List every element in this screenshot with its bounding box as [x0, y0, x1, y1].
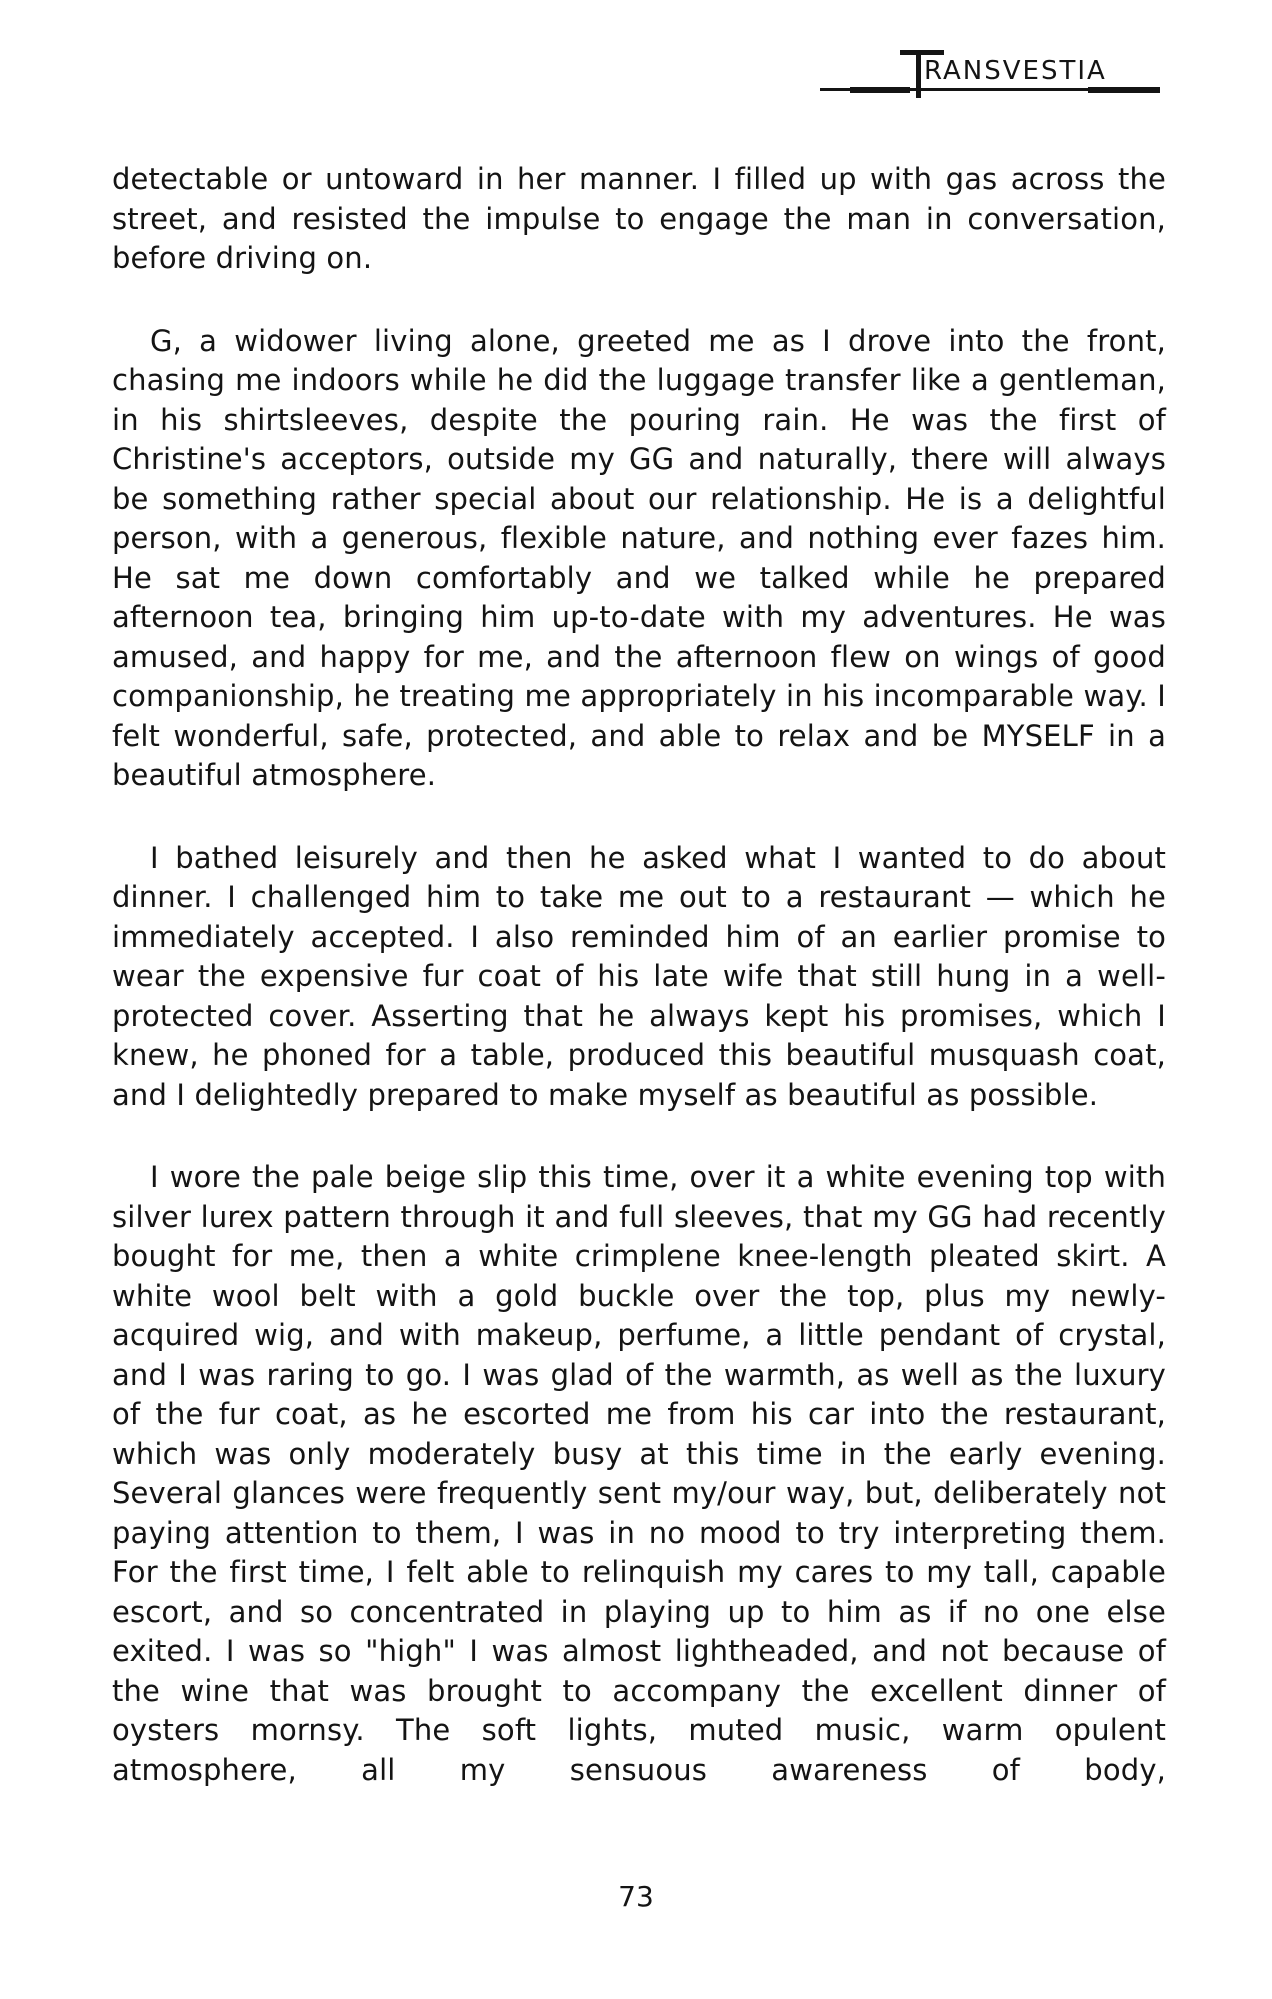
- page-body: [112, 160, 1166, 1790]
- header-letter-t-cap: [900, 50, 944, 55]
- page-number: 73: [618, 1880, 654, 1913]
- header-rule-accent-right: [1088, 87, 1160, 93]
- paragraph: I wore the pale beige slip this time, over it a white evening top with silver lurex pattern through it and full sleeves, that my GG had recently bought for me, then a white crimplene knee-length pleated skirt. A white wool belt with a gold buckle over the top, plus my newly-acquired wig, and with makeup, perfume, a little pendant of crystal, and I was raring to go. I was glad of the warmth, as well as the luxury of the fur coat, as he escorted me from his car into the restaurant, which was only moderately busy at this time in the early evening. Several glances were frequently sent my/our way, but, deliberately not paying attention to them, I was in no mood to try interpreting them. For the first time, I felt able to relinquish my cares to my tall, capable escort, and so concentrated in playing up to him as if no one else exited. I was so "high" I was almost lightheaded, and not because of the wine that was brought to accompany the excellent dinner of oysters mornsy. The soft lights, muted music, warm opulent atmosphere, all my sensuous awareness of body,: [112, 1160, 1166, 1787]
- paragraph: detectable or untoward in her manner. I filled up with gas across the street, and resisted the impulse to engage the man in conversation, before driving on.: [112, 162, 1166, 275]
- running-head: [820, 42, 1160, 102]
- paragraph: G, a widower living alone, greeted me as I drove into the front, chasing me indoors while he did the luggage transfer like a gentleman, in his shirtsleeves, despite the pouring rain. He was the first of Christine's acceptors, outside my GG and naturally, there will always be something rather special about our relationship. He is a delightful person, with a generous, flexible nature, and nothing ever fazes him. He sat me down comfortably and we talked while he prepared afternoon tea, bringing him up-to-date with my adventures. He was amused, and happy for me, and the afternoon flew on wings of good companionship, he treating me appropriately in his incomparable way. I felt wonderful, safe, protected, and able to relax and be MYSELF in a beautiful atmosphere.: [112, 323, 1166, 792]
- header-rule-accent-left: [850, 87, 910, 93]
- paragraph: I bathed leisurely and then he asked what I wanted to do about dinner. I challenged him to take me out to a restaurant — which he immediately accepted. I also reminded him of an earlier promise to wear the expensive fur coat of his late wife that still hung in a well-protected cover. Asserting that he always kept his promises, which I knew, he phoned for a table, produced this beautiful musquash coat, and I delightedly prepared to make myself as beautiful as possible.: [112, 840, 1166, 1112]
- running-title: RANSVESTIA: [924, 56, 1107, 86]
- header-letter-t-stem: [916, 52, 921, 98]
